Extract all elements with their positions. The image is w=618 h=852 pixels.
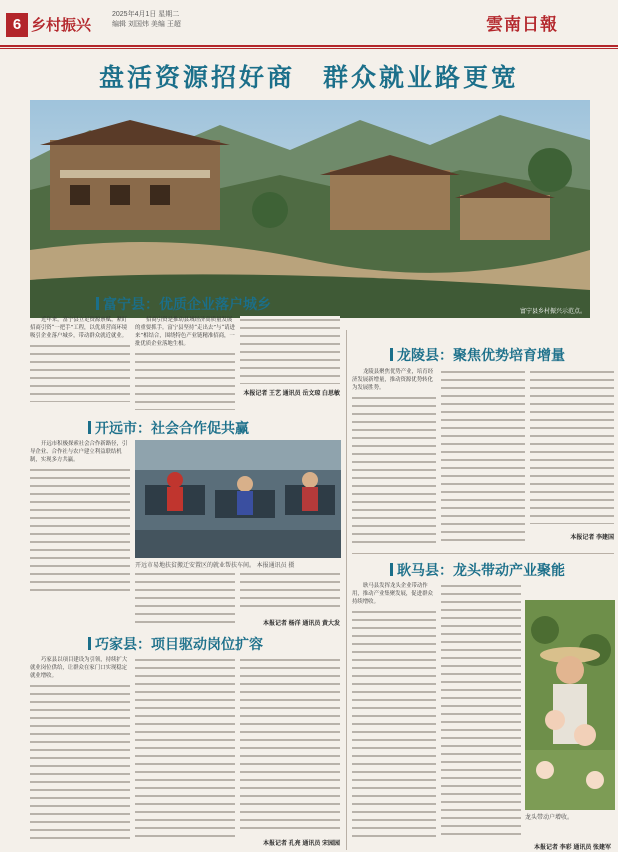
article-title-qiaojia: 巧家县：项目驱动岗位扩容 bbox=[88, 634, 263, 654]
photo-caption: 富宁县乡村振兴示范点。 bbox=[519, 309, 586, 315]
page-headline: 盘活资源招好商 群众就业路更宽 bbox=[98, 63, 519, 92]
header-rule-thin bbox=[0, 48, 618, 49]
article-title-longling: 龙陵县：聚焦优势培育增量 bbox=[390, 345, 565, 365]
column-divider bbox=[346, 330, 347, 850]
issue-info bbox=[112, 10, 232, 30]
masthead-logo: 雲南日報 bbox=[486, 15, 558, 35]
article-body: 龙陵县聚焦优势产业，培育经济发展新增量，推动资源优势转化为发展胜势。 bbox=[352, 368, 436, 548]
article-body: 招商引资是推动县域经济高质量发展的重要抓手。富宁县坚持“走出去”与“请进来”相结合，围绕特色产业链精准招商，一批优质企业落地生根。 bbox=[135, 316, 235, 414]
workshop-photo bbox=[135, 440, 341, 558]
article-body: 巧家县以项目建设为引领，持续扩大就业岗位供给，让群众在家门口实现稳定就业增收。 bbox=[30, 656, 130, 846]
article-body bbox=[135, 570, 235, 630]
byline: 本报记者 孔亮 通讯员 宋园园 bbox=[262, 841, 340, 847]
byline: 本报记者 杨洋 通讯员 黄大发 bbox=[262, 621, 340, 627]
main-photo bbox=[30, 100, 590, 318]
article-title-gengma: 耿马县：龙头带动产业聚能 bbox=[390, 560, 565, 580]
article-body bbox=[240, 570, 340, 615]
article-body: 近年来，富宁县立足资源禀赋，紧盯招商引资“一把手”工程，以优质营商环境吸引企业落户城乡，带动群众就近就业。 bbox=[30, 316, 130, 414]
photo-caption: 开远市易地扶贫搬迁安置区的就业帮扶车间。 本报通讯员 摄 bbox=[135, 563, 295, 569]
article-title-kaiyuan: 开远市：社会合作促共赢 bbox=[88, 418, 249, 438]
article-body bbox=[240, 656, 340, 834]
header-rule bbox=[0, 45, 618, 47]
article-body: 耿马县发挥龙头企业带动作用，推动产业集聚发展，促进群众持续增收。 bbox=[352, 582, 436, 842]
article-body bbox=[441, 582, 521, 842]
article-body: 开远市积极探索社会合作新路径，引导企业、合作社与农户建立利益联结机制，实现多方共赢。 bbox=[30, 440, 130, 600]
byline: 本报记者 李彩 通讯员 张建军 bbox=[533, 845, 611, 851]
section-title: 乡村振兴 bbox=[31, 17, 92, 34]
issue-date: 2025年4月1日 星期二 bbox=[112, 11, 180, 18]
byline: 本报记者 王艺 通讯员 岳文琼 白思敏 bbox=[243, 391, 340, 397]
editor-credit: 编辑 刘国炜 美编 王超 bbox=[112, 21, 181, 28]
farmer-photo bbox=[525, 600, 615, 810]
article-body bbox=[135, 656, 235, 846]
byline: 本报记者 李建国 bbox=[570, 535, 614, 541]
article-body bbox=[441, 368, 525, 548]
article-body bbox=[530, 368, 614, 528]
page-header bbox=[0, 0, 618, 46]
article-body bbox=[240, 316, 340, 386]
page-number: 6 bbox=[6, 13, 28, 37]
photo-caption: 龙头带动户增收。 bbox=[525, 815, 574, 821]
section-divider bbox=[352, 553, 614, 554]
article-title-fuling: 富宁县：优质企业落户城乡 bbox=[96, 294, 271, 314]
